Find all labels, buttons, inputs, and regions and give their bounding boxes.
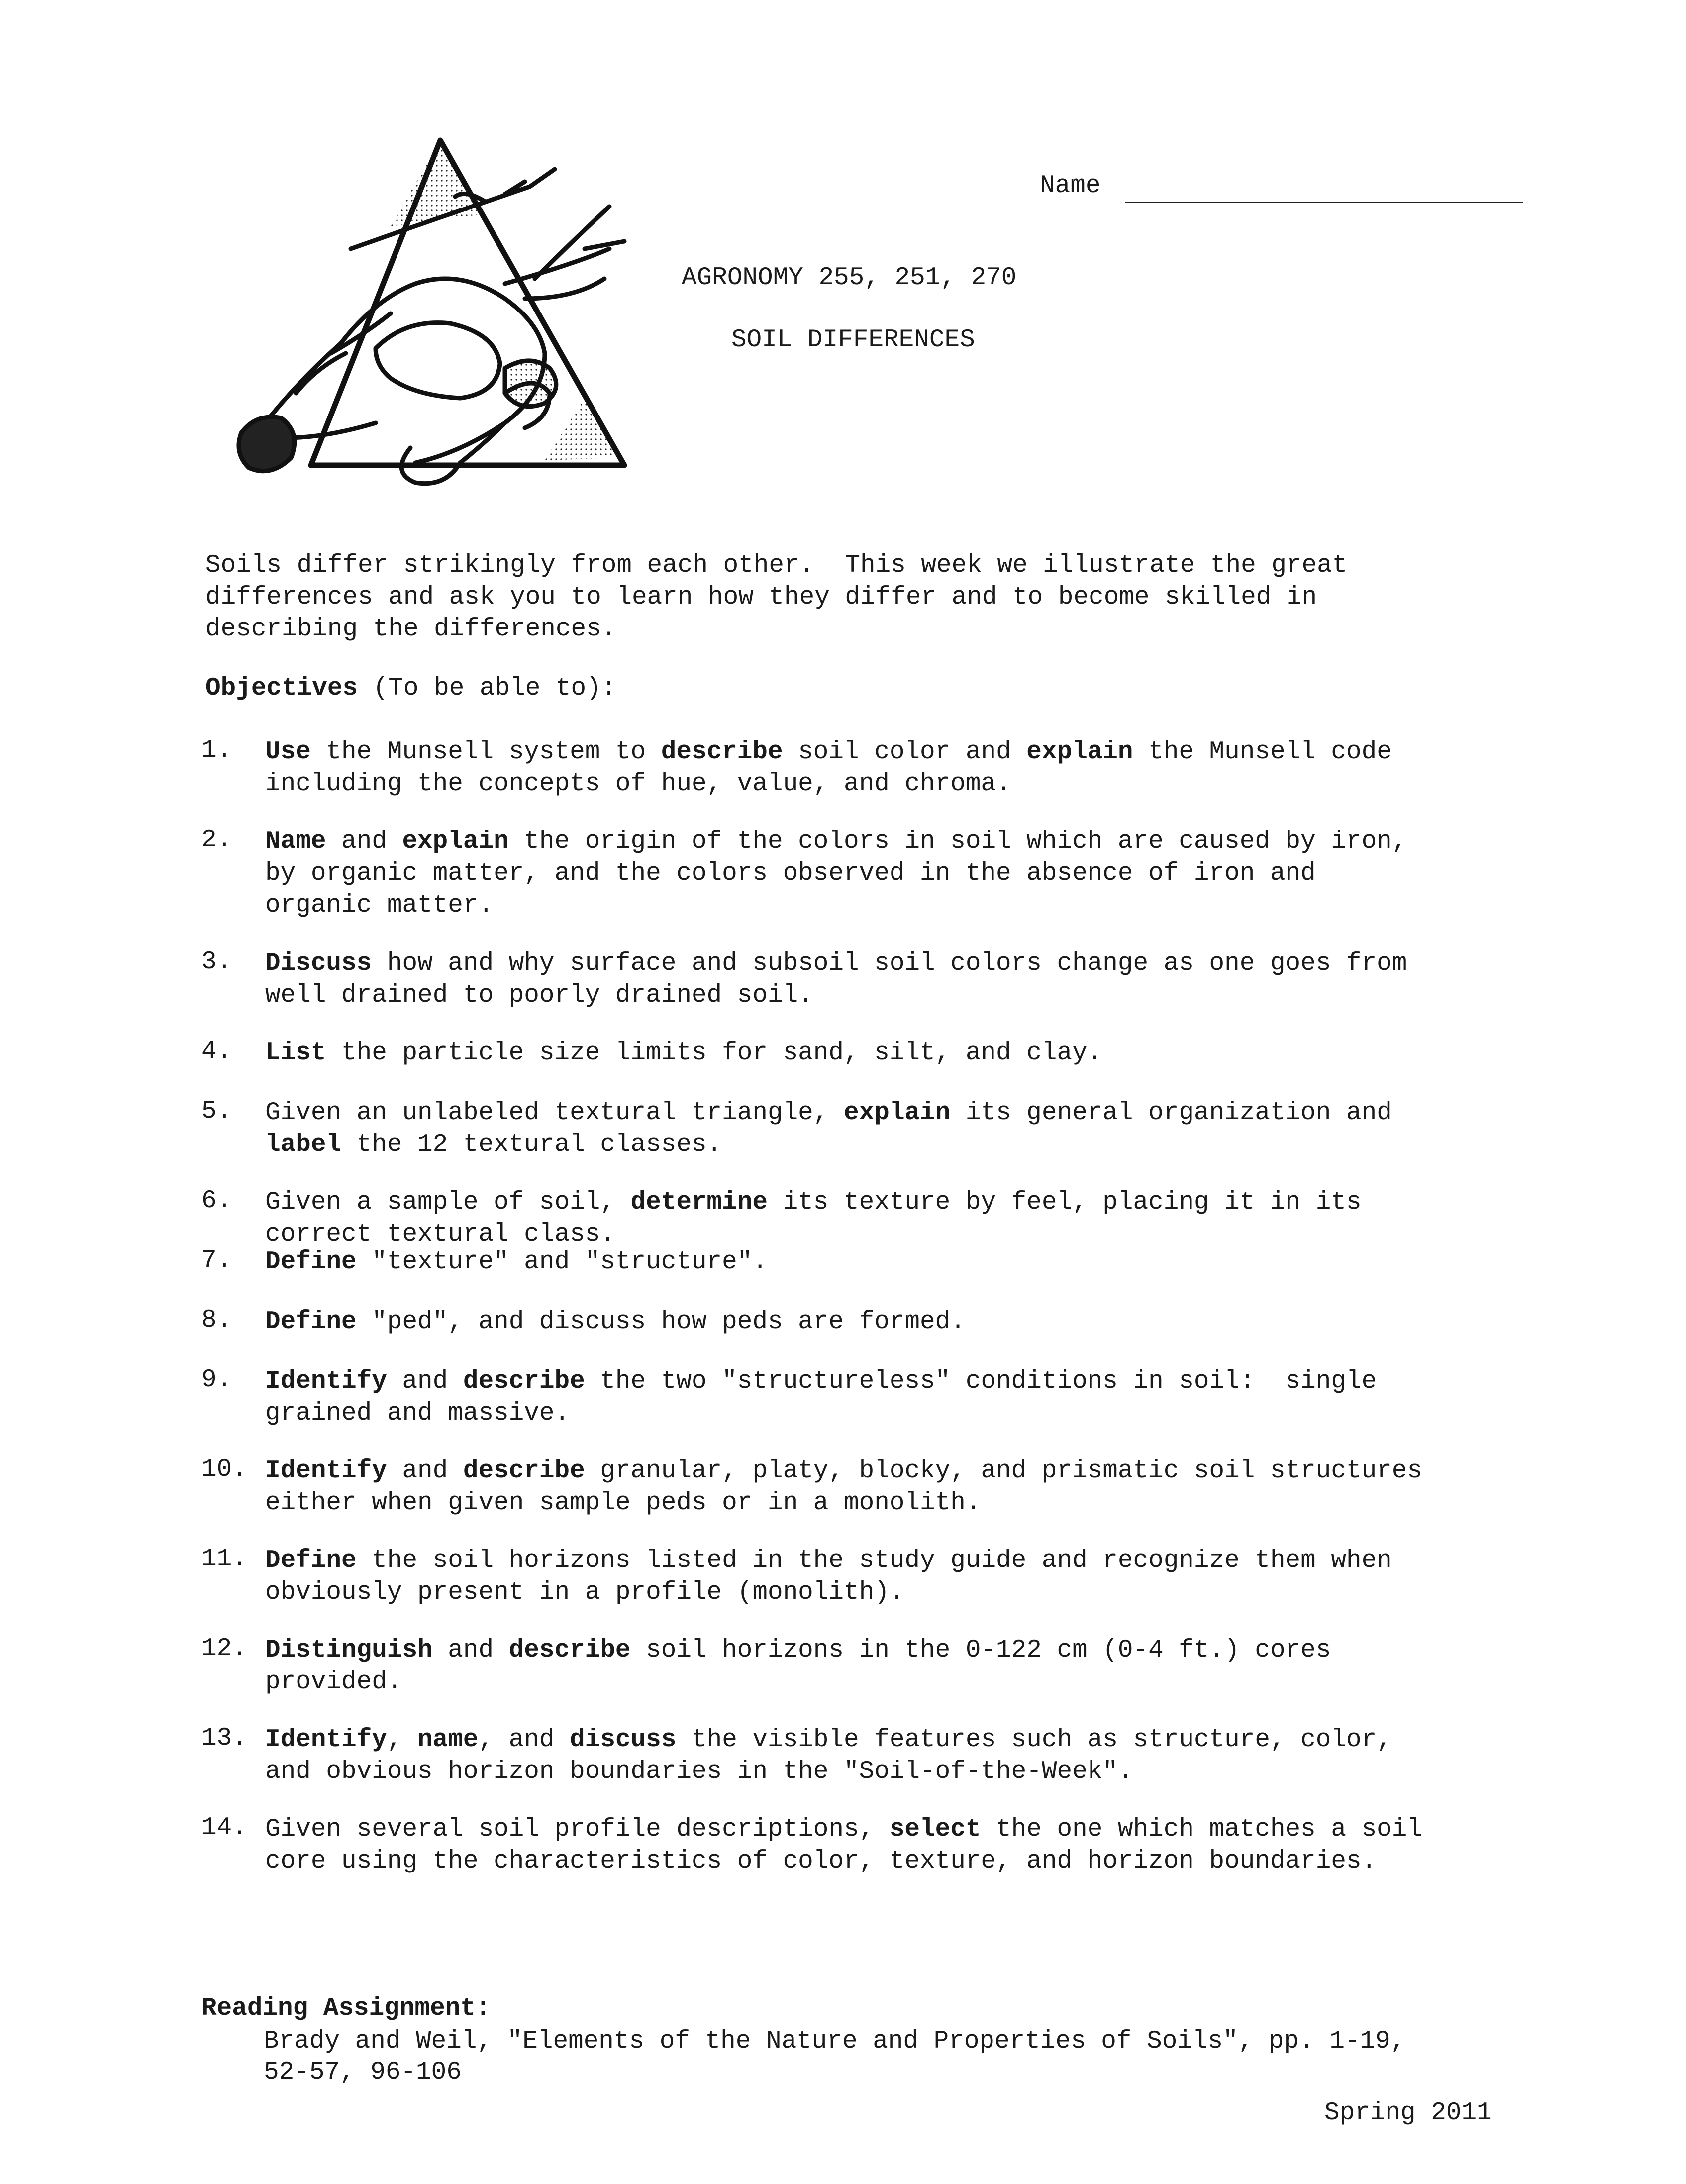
objective-number: 4.: [201, 1038, 232, 1066]
objective-line: [265, 1756, 1545, 1788]
intro-line: differences and ask you to learn how they differ and to become skilled in: [205, 583, 1317, 612]
objective-text: [265, 1097, 1545, 1161]
objective-text-run: soil horizons in the 0-122 cm (0-4 ft.) cores: [630, 1636, 1331, 1664]
objective-verb: explain: [1026, 738, 1133, 766]
objective-text-run: Given an unlabeled textural triangle,: [265, 1099, 844, 1127]
objective-number: 11.: [201, 1545, 247, 1573]
objective-verb: Identify: [265, 1457, 387, 1485]
objective-text-run: and obvious horizon boundaries in the "Soil-of-the-Week".: [265, 1758, 1133, 1786]
objective-number: 14.: [201, 1814, 247, 1842]
objective-text-run: well drained to poorly drained soil.: [265, 981, 813, 1010]
objective-item: [201, 1306, 1545, 1338]
objective-verb: name: [417, 1726, 479, 1754]
objective-line: [265, 1814, 1545, 1846]
objective-line: [265, 1247, 1545, 1278]
objective-text-run: core using the characteristics of color, texture, and horizon boundaries.: [265, 1847, 1377, 1875]
objective-verb: describe: [463, 1367, 585, 1396]
objective-text-run: the two "structureless" conditions in soil: single: [585, 1367, 1377, 1396]
objective-verb: describe: [661, 738, 783, 766]
objective-text-run: the visible features such as structure, color,: [676, 1726, 1392, 1754]
objective-item: [201, 1038, 1545, 1069]
objective-line: [265, 1306, 1545, 1338]
course-title: AGRONOMY 255, 251, 270: [682, 264, 1017, 292]
objective-text-run: and: [326, 828, 402, 856]
objective-line: [265, 1038, 1545, 1069]
objective-verb: List: [265, 1039, 326, 1067]
objective-line: [265, 826, 1545, 858]
objective-line: [265, 1398, 1545, 1430]
objective-line: [265, 1846, 1545, 1877]
objective-text-run: how and why surface and subsoil soil colors change as one goes from: [372, 949, 1407, 978]
footer-term: Spring 2011: [1324, 2099, 1492, 2127]
objectives-heading-bold: Objectives: [205, 674, 358, 703]
objective-number: 8.: [201, 1306, 232, 1335]
objective-text-run: soil color and: [783, 738, 1027, 766]
objective-text-run: Given a sample of soil,: [265, 1188, 631, 1217]
objective-verb: Define: [265, 1308, 357, 1336]
objective-line: [265, 1545, 1545, 1577]
objective-verb: determine: [630, 1188, 768, 1217]
objective-text-run: and: [387, 1457, 463, 1485]
objective-line: [265, 1724, 1545, 1756]
objective-verb: explain: [402, 828, 509, 856]
objective-text-run: the 12 textural classes.: [341, 1131, 722, 1159]
objective-verb: Distinguish: [265, 1636, 433, 1664]
objective-line: [265, 736, 1545, 768]
objective-number: 9.: [201, 1366, 232, 1394]
objective-item: [201, 1456, 1545, 1519]
objective-text-run: its texture by feel, placing it in its: [767, 1188, 1362, 1217]
objective-line: [265, 1666, 1545, 1698]
objective-text-run: "texture" and "structure".: [356, 1248, 768, 1276]
objective-item: [201, 1724, 1545, 1788]
soil-triangle-hand-logo-icon: [226, 134, 634, 513]
objective-line: [265, 768, 1545, 800]
objective-line: [265, 890, 1545, 922]
objective-item: [201, 1366, 1545, 1430]
objective-text-run: its general organization and: [950, 1099, 1392, 1127]
objective-line: [265, 1187, 1545, 1219]
objective-line: [265, 1577, 1545, 1609]
objective-text-run: organic matter.: [265, 891, 494, 920]
objective-verb: label: [265, 1131, 342, 1159]
objective-number: 7.: [201, 1247, 232, 1275]
objective-text-run: provided.: [265, 1668, 402, 1696]
objective-verb: Define: [265, 1547, 357, 1575]
objective-number: 12.: [201, 1635, 247, 1663]
objective-text-run: , and: [478, 1726, 570, 1754]
objective-text-run: either when given sample peds or in a monolith.: [265, 1489, 981, 1517]
objective-text-run: by organic matter, and the colors observed in the absence of iron and: [265, 859, 1316, 888]
objective-verb: explain: [844, 1099, 951, 1127]
objective-text-run: Given several soil profile descriptions,: [265, 1815, 890, 1844]
objective-line: [265, 980, 1545, 1012]
name-label: Name: [1040, 172, 1101, 200]
objective-number: 13.: [201, 1724, 247, 1753]
objective-number: 3.: [201, 948, 232, 976]
objective-text-run: correct textural class.: [265, 1220, 615, 1248]
objective-item: [201, 736, 1545, 800]
objective-item: [201, 948, 1545, 1012]
objective-text-run: granular, platy, blocky, and prismatic soil structures: [585, 1457, 1422, 1485]
objective-text-run: including the concepts of hue, value, and chroma.: [265, 770, 1011, 798]
objective-text-run: the Munsell system to: [310, 738, 661, 766]
objective-item: [201, 826, 1545, 922]
intro-line: describing the differences.: [205, 615, 617, 643]
objective-text: [265, 948, 1545, 1012]
page-title: SOIL DIFFERENCES: [731, 326, 975, 354]
objective-verb: describe: [463, 1457, 585, 1485]
objective-number: 2.: [201, 826, 232, 854]
objective-text: [265, 1366, 1545, 1430]
objective-verb: Use: [265, 738, 311, 766]
objective-text-run: "ped", and discuss how peds are formed.: [356, 1308, 966, 1336]
objective-text-run: the Munsell code: [1133, 738, 1392, 766]
objective-line: [265, 1219, 1545, 1250]
objective-text: [265, 736, 1545, 800]
objective-text: [265, 1306, 1545, 1338]
objective-item: [201, 1635, 1545, 1698]
objective-verb: Identify: [265, 1726, 387, 1754]
objective-number: 5.: [201, 1097, 232, 1126]
objective-verb: Name: [265, 828, 326, 856]
intro-paragraph: [205, 550, 1347, 645]
objective-line: [265, 1456, 1545, 1487]
objective-text: [265, 1635, 1545, 1698]
objective-text: [265, 1456, 1545, 1519]
objective-text-run: and: [387, 1367, 463, 1396]
reading-line: 52-57, 96-106: [264, 2058, 462, 2086]
objective-verb: Define: [265, 1248, 357, 1276]
objective-text-run: ,: [387, 1726, 418, 1754]
reading-assignment-heading: Reading Assignment:: [201, 1994, 491, 2023]
objective-line: [265, 1129, 1545, 1161]
reading-assignment-text: [264, 2026, 1405, 2088]
objective-text: [265, 1545, 1545, 1609]
objective-text-run: the particle size limits for sand, silt, and clay.: [326, 1039, 1103, 1067]
objective-item: [201, 1247, 1545, 1278]
objective-number: 10.: [201, 1456, 247, 1484]
objective-number: 1.: [201, 736, 232, 765]
objective-verb: discuss: [570, 1726, 677, 1754]
objective-item: [201, 1097, 1545, 1161]
objective-line: [265, 858, 1545, 890]
objective-text-run: the one which matches a soil: [981, 1815, 1422, 1844]
intro-line: Soils differ strikingly from each other. This week we illustrate the great: [205, 551, 1348, 580]
objective-text-run: grained and massive.: [265, 1399, 570, 1428]
name-field-line[interactable]: [1125, 202, 1523, 203]
objective-verb: describe: [508, 1636, 631, 1664]
objective-text: [265, 1038, 1545, 1069]
objective-line: [265, 1097, 1545, 1129]
objective-line: [265, 948, 1545, 980]
objective-line: [265, 1487, 1545, 1519]
objective-line: [265, 1635, 1545, 1666]
objectives-heading-rest: (To be able to):: [358, 674, 617, 703]
objective-text: [265, 1724, 1545, 1788]
objective-text: [265, 826, 1545, 922]
objective-line: [265, 1366, 1545, 1398]
objective-text-run: the origin of the colors in soil which are caused by iron,: [508, 828, 1407, 856]
objective-text-run: obviously present in a profile (monolith).: [265, 1578, 905, 1607]
objective-text: [265, 1814, 1545, 1877]
objective-verb: Identify: [265, 1367, 387, 1396]
objective-text: [265, 1247, 1545, 1278]
objective-verb: select: [889, 1815, 981, 1844]
objective-text: [265, 1187, 1545, 1250]
objective-text-run: the soil horizons listed in the study guide and recognize them when: [356, 1547, 1392, 1575]
objective-verb: Discuss: [265, 949, 372, 978]
objectives-heading: [205, 674, 616, 703]
objective-number: 6.: [201, 1187, 232, 1215]
objective-item: [201, 1187, 1545, 1250]
objective-item: [201, 1814, 1545, 1877]
objective-item: [201, 1545, 1545, 1609]
objective-text-run: and: [432, 1636, 509, 1664]
reading-line: Brady and Weil, "Elements of the Nature and Properties of Soils", pp. 1-19,: [264, 2027, 1406, 2056]
